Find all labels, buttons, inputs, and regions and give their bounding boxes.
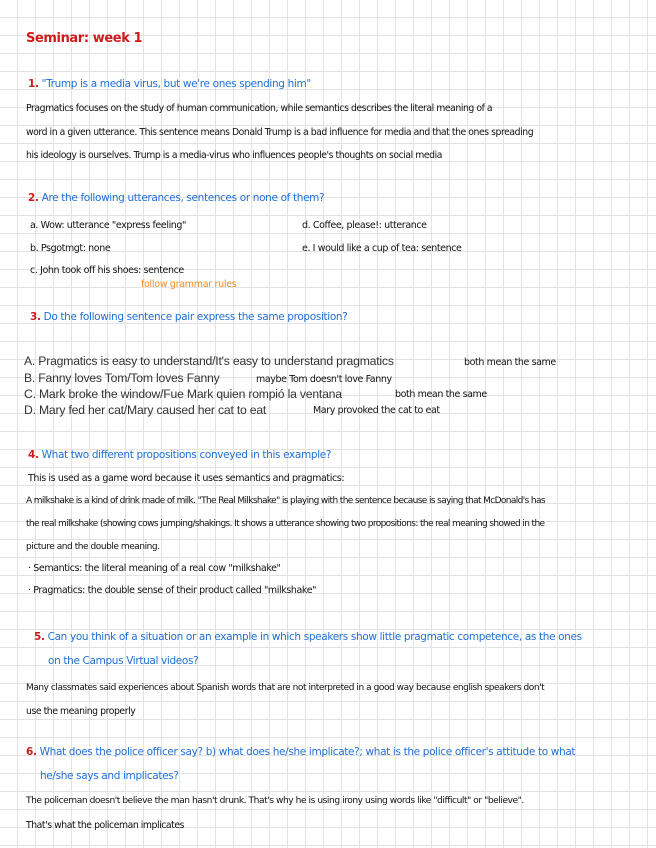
question-6-number: 6. bbox=[26, 746, 37, 758]
question-3-number: 3. bbox=[30, 311, 41, 323]
list-item-b: b. Psgotmgt: none bbox=[30, 243, 111, 254]
question-5 bbox=[34, 631, 582, 643]
annotation-note: follow grammar rules bbox=[141, 279, 237, 290]
answer-5-line-1: Many classmates said experiences about Spanish words that are not interpreted in a good way because english speakers don't bbox=[26, 683, 545, 693]
question-3 bbox=[30, 311, 347, 323]
list-item-c: c. John took off his shoes: sentence bbox=[30, 265, 184, 276]
answer-1-line-3: his ideology is ourselves. Trump is a media-virus who influences people's thoughts on social media bbox=[26, 150, 443, 161]
answer-1-line-2: word in a given utterance. This sentence means Donald Trump is a bad influence for media and that the ones spreading bbox=[26, 127, 534, 138]
list-item-a: a. Wow: utterance "express feeling" bbox=[30, 220, 187, 231]
answer-4-line-3: picture and the double meaning. bbox=[26, 542, 160, 552]
page-title: Seminar: week 1 bbox=[26, 31, 143, 46]
answer-4-line-2: the real milkshake (showing cows jumping/shakings. It shows a utterance showing two propositions: the real meaning showed in the bbox=[26, 519, 545, 529]
question-6-text-line-1: What does the police officer say? b) what does he/she implicate?; what is the police officer's attitude to what bbox=[39, 746, 576, 758]
question-1-number: 1. bbox=[28, 78, 39, 90]
question-4 bbox=[28, 449, 331, 461]
answer-3-c: both mean the same bbox=[395, 389, 487, 400]
typed-sentence-b: B. Fanny loves Tom/Tom loves Fanny bbox=[24, 371, 220, 385]
answer-3-d: Mary provoked the cat to eat bbox=[313, 405, 440, 416]
answer-4-intro: This is used as a game word because it uses semantics and pragmatics: bbox=[28, 473, 345, 484]
answer-3-a: both mean the same bbox=[464, 357, 556, 368]
answer-1-line-1: Pragmatics focuses on the study of human communication, while semantics describes the literal meaning of a bbox=[26, 103, 493, 114]
question-5-text-line-2: on the Campus Virtual videos? bbox=[48, 655, 199, 667]
typed-sentence-d: D. Mary fed her cat/Mary caused her cat to eat bbox=[24, 403, 267, 417]
bullet-pragmatics: · Pragmatics: the double sense of their product called "milkshake" bbox=[28, 585, 317, 596]
answer-5-line-2: use the meaning properly bbox=[26, 706, 136, 717]
answer-6-line-2: That's what the policeman implicates bbox=[26, 820, 184, 831]
answer-6-line-1: The policeman doesn't believe the man hasn't drunk. That's why he is using irony using words like "difficult" or "believe". bbox=[26, 796, 524, 806]
question-4-number: 4. bbox=[28, 449, 39, 461]
question-1 bbox=[28, 78, 311, 90]
question-6-text-line-2: he/she says and implicates? bbox=[40, 770, 179, 782]
question-6 bbox=[26, 746, 575, 758]
typed-sentence-c: C. Mark broke the window/Fue Mark quien rompió la ventana bbox=[24, 387, 342, 401]
question-1-text: "Trump is a media virus, but we're ones spending him" bbox=[41, 78, 311, 90]
answer-4-line-1: A milkshake is a kind of drink made of milk. "The Real Milkshake" is playing with the sentence because is saying that McDonald's has bbox=[26, 496, 545, 506]
typed-sentence-a: A. Pragmatics is easy to understand/It's easy to understand pragmatics bbox=[24, 354, 394, 368]
question-2-text: Are the following utterances, sentences or none of them? bbox=[41, 192, 325, 204]
answer-3-b: maybe Tom doesn't love Fanny bbox=[256, 374, 392, 385]
question-2 bbox=[28, 192, 324, 204]
question-4-text: What two different propositions conveyed in this example? bbox=[41, 449, 332, 461]
question-2-number: 2. bbox=[28, 192, 39, 204]
bullet-semantics: · Semantics: the literal meaning of a real cow "milkshake" bbox=[28, 563, 281, 574]
question-5-text-line-1: Can you think of a situation or an example in which speakers show little pragmatic competence, as the ones bbox=[47, 631, 582, 643]
question-3-text: Do the following sentence pair express the same proposition? bbox=[43, 311, 348, 323]
list-item-e: e. I would like a cup of tea: sentence bbox=[302, 243, 462, 254]
question-5-number: 5. bbox=[34, 631, 45, 643]
list-item-d: d. Coffee, please!: utterance bbox=[302, 220, 427, 231]
